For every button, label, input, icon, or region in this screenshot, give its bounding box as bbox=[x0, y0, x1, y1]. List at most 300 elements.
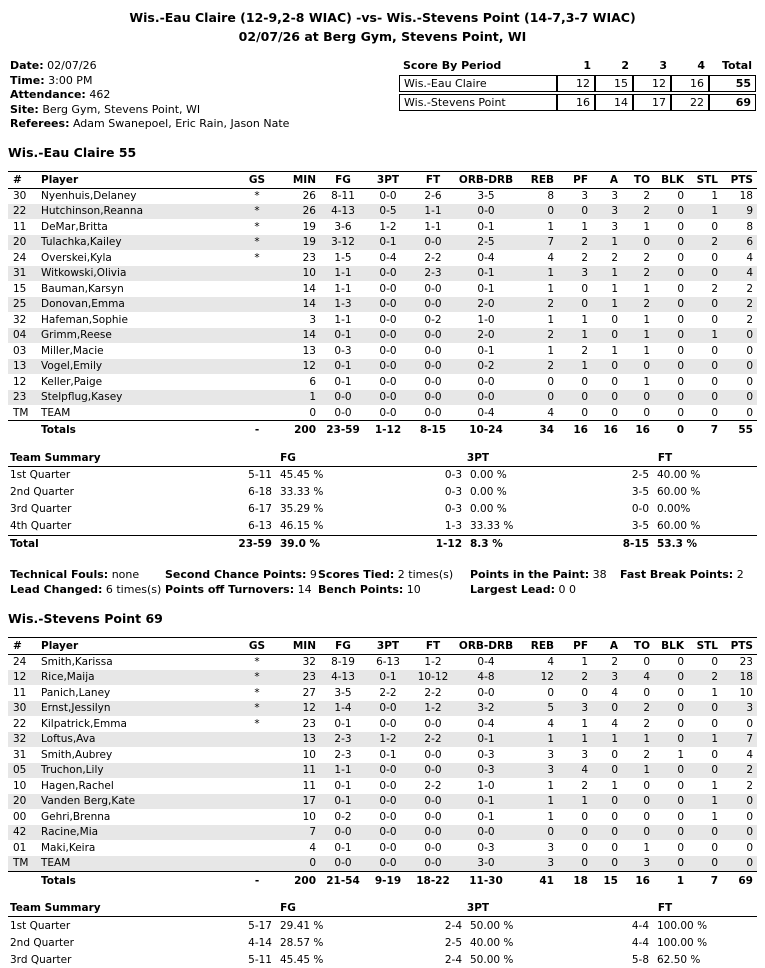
stat-value: 0 bbox=[711, 656, 718, 668]
made-attempted: 5-11 bbox=[248, 953, 272, 966]
stat-value: 3 bbox=[581, 190, 588, 202]
stat-value: * bbox=[254, 236, 260, 249]
stat-value: 0 bbox=[711, 717, 718, 730]
stat-value: 1 bbox=[547, 779, 554, 792]
summary-row-label: 1st Quarter bbox=[10, 919, 71, 932]
stat-value: 1 bbox=[581, 220, 588, 233]
stat-value: 0 bbox=[746, 329, 753, 342]
game-info bbox=[10, 59, 289, 132]
stat-value: 2 bbox=[643, 298, 650, 311]
stats-header bbox=[8, 637, 757, 654]
stat-value: 2-2 bbox=[424, 779, 442, 792]
stat-value: 1 bbox=[547, 733, 554, 746]
summary-row bbox=[8, 518, 757, 536]
summary-total-row bbox=[8, 535, 757, 553]
player-name: Kilpatrick,Emma bbox=[41, 717, 127, 730]
stat-value: 0 bbox=[677, 236, 684, 249]
stat-value bbox=[232, 374, 282, 390]
stat-value: 0 bbox=[581, 391, 588, 404]
stat-value: 0-0 bbox=[424, 748, 442, 761]
stat-value: 32 bbox=[302, 656, 316, 668]
stat-value: 1 bbox=[643, 220, 650, 233]
stat-value: 11 bbox=[302, 779, 316, 792]
score-column-header: 1 bbox=[583, 59, 591, 72]
totals-value: 7 bbox=[688, 871, 722, 888]
stat-value: 1 bbox=[677, 748, 684, 761]
stat-value: 0 bbox=[611, 375, 618, 388]
stat-value: 1-1 bbox=[334, 267, 352, 280]
stat-value: 0-0 bbox=[379, 810, 397, 823]
stat-value: 2 bbox=[581, 344, 588, 357]
stat-value: 0 bbox=[711, 251, 718, 264]
stat-value: 4 bbox=[611, 686, 618, 699]
stat-column-header: PTS bbox=[722, 171, 757, 188]
stat-value: 1 bbox=[611, 298, 618, 311]
page-title bbox=[0, 0, 765, 46]
stat-column-header: ORB-DRB bbox=[456, 637, 516, 654]
note-item bbox=[470, 567, 620, 583]
stat-value: 12 bbox=[302, 702, 316, 715]
score-table-header bbox=[399, 59, 756, 73]
stat-value: 0 bbox=[711, 298, 718, 311]
score-total: 55 bbox=[709, 75, 756, 92]
summary-row-label: 2nd Quarter bbox=[10, 936, 74, 949]
shooting-pct: 29.41 % bbox=[280, 919, 324, 932]
made-attempted: 2-5 bbox=[444, 936, 462, 949]
made-attempted: 6-18 bbox=[248, 486, 272, 498]
stat-value: 1 bbox=[711, 686, 718, 699]
stat-value: 3 bbox=[547, 857, 554, 869]
player-row bbox=[8, 778, 757, 794]
shooting-pct: 60.00 % bbox=[657, 520, 701, 532]
stat-value: 1-2 bbox=[424, 656, 442, 668]
player-row bbox=[8, 732, 757, 748]
stat-value: 1 bbox=[711, 810, 718, 823]
stat-value: 0-0 bbox=[379, 702, 397, 715]
stat-value: 1 bbox=[309, 391, 316, 404]
stat-value: 0-0 bbox=[334, 391, 352, 404]
top-row bbox=[10, 59, 756, 132]
stat-value: 0 bbox=[711, 267, 718, 280]
stat-value: 3-0 bbox=[477, 857, 495, 869]
player-name: Rice,Maija bbox=[41, 671, 95, 684]
stat-value: 0 bbox=[711, 841, 718, 854]
stat-value: 0 bbox=[711, 313, 718, 326]
stat-value: 3-5 bbox=[334, 686, 352, 699]
stat-value bbox=[232, 809, 282, 825]
stat-value: 0 bbox=[746, 857, 753, 869]
made-attempted: 0-0 bbox=[631, 503, 649, 515]
game-info-label: Attendance: bbox=[10, 88, 86, 101]
score-team-name: Wis.-Stevens Point bbox=[399, 94, 557, 111]
game-info-value: 02/07/26 bbox=[47, 59, 97, 72]
team-section-eau-claire bbox=[0, 145, 765, 553]
player-name: Tulachka,Kailey bbox=[41, 236, 122, 249]
stat-value: 0 bbox=[643, 779, 650, 792]
stat-value: 2-3 bbox=[334, 733, 352, 746]
stat-value: 4-13 bbox=[331, 205, 355, 218]
stat-value: 0-1 bbox=[477, 220, 495, 233]
stat-value: 7 bbox=[746, 733, 753, 746]
stat-value: 0-0 bbox=[379, 267, 397, 280]
shooting-pct: 28.57 % bbox=[280, 936, 324, 949]
summary-column-header: FG bbox=[193, 900, 383, 917]
stat-value: 04 bbox=[13, 329, 27, 342]
totals-value: 16 bbox=[592, 421, 622, 438]
note-value: 38 bbox=[592, 567, 607, 581]
stat-value: 11 bbox=[302, 764, 316, 777]
matchup-title: Wis.-Eau Claire (12-9,2-8 WIAC) -vs- Wis.-Stevens Point (14-7,3-7 WIAC) bbox=[129, 10, 636, 25]
made-attempted: 3-5 bbox=[631, 520, 649, 532]
stat-value: 26 bbox=[302, 205, 316, 218]
stat-value: 1 bbox=[643, 841, 650, 854]
stat-value: 0 bbox=[677, 360, 684, 373]
stat-value: 23 bbox=[302, 717, 316, 730]
stat-column-header: FT bbox=[410, 637, 456, 654]
shooting-pct: 100.00 % bbox=[657, 919, 708, 932]
stat-value: 0-0 bbox=[334, 826, 352, 839]
stat-value: 31 bbox=[13, 267, 27, 280]
stat-column-header: BLK bbox=[654, 637, 688, 654]
stat-value: TM bbox=[13, 406, 29, 419]
notes-row bbox=[10, 582, 755, 598]
shooting-pct: 33.33 % bbox=[470, 520, 514, 532]
summary-tp-cell bbox=[383, 466, 573, 484]
stat-value: 0 bbox=[611, 702, 618, 715]
stat-value: 1-4 bbox=[334, 702, 352, 715]
stat-value: 1 bbox=[711, 795, 718, 808]
score-column-header: 2 bbox=[621, 59, 629, 72]
player-row bbox=[8, 840, 757, 856]
stat-value: 0 bbox=[746, 826, 753, 839]
player-name: Hafeman,Sophie bbox=[41, 313, 128, 326]
stat-value: 0 bbox=[309, 406, 316, 419]
stat-value: 1 bbox=[547, 220, 554, 233]
stat-value: 13 bbox=[13, 360, 27, 373]
stat-value: 0 bbox=[643, 236, 650, 249]
stat-value: 0-1 bbox=[334, 795, 352, 808]
totals-value: 1 bbox=[654, 871, 688, 888]
player-row bbox=[8, 219, 757, 235]
stat-value: 17 bbox=[302, 795, 316, 808]
made-attempted: 2-4 bbox=[444, 919, 462, 932]
summary-title: Team Summary bbox=[8, 900, 193, 917]
stat-value: 8-11 bbox=[331, 190, 355, 202]
totals-value: 16 bbox=[558, 421, 592, 438]
stat-value: 1-1 bbox=[424, 205, 442, 218]
stat-value: 3 bbox=[309, 313, 316, 326]
note-value: 14 bbox=[297, 583, 312, 596]
stat-value: 0 bbox=[643, 406, 650, 419]
stat-value: 0-4 bbox=[379, 251, 397, 264]
stat-value: 0 bbox=[711, 406, 718, 419]
score-period: 15 bbox=[595, 75, 633, 92]
totals-value: - bbox=[232, 421, 282, 438]
stat-value: 1 bbox=[547, 810, 554, 823]
summary-row-label: 3rd Quarter bbox=[10, 953, 72, 966]
totals-value: 9-19 bbox=[366, 871, 410, 888]
stat-value: 0-0 bbox=[379, 360, 397, 373]
stat-value: 1-0 bbox=[477, 313, 495, 326]
shooting-pct: 45.45 % bbox=[280, 953, 324, 966]
stat-value: 0-1 bbox=[477, 810, 495, 823]
stat-value: 0 bbox=[746, 360, 753, 373]
player-name: Hagen,Rachel bbox=[41, 779, 114, 792]
team-heading: Wis.-Eau Claire 55 bbox=[8, 144, 137, 160]
shooting-pct: 33.33 % bbox=[280, 486, 324, 498]
stat-value: 0 bbox=[611, 857, 618, 869]
stat-value: 0-4 bbox=[477, 406, 495, 419]
stat-value: 1-2 bbox=[379, 220, 397, 233]
stat-column-header: A bbox=[592, 637, 622, 654]
stat-value: 0 bbox=[547, 686, 554, 699]
shooting-pct: 60.00 % bbox=[657, 486, 701, 498]
stat-value: 0 bbox=[677, 733, 684, 746]
stat-value: 0-3 bbox=[477, 748, 495, 761]
stat-value: 0 bbox=[677, 329, 684, 342]
stat-value: 0-0 bbox=[424, 344, 442, 357]
stat-value: 3 bbox=[547, 841, 554, 854]
made-attempted: 4-4 bbox=[631, 919, 649, 932]
note-label: Second Chance Points: bbox=[165, 567, 307, 581]
stat-value: 32 bbox=[13, 313, 27, 326]
player-name: Smith,Karissa bbox=[41, 656, 113, 668]
stat-value: 0-0 bbox=[424, 857, 442, 869]
stat-value: 0-1 bbox=[334, 360, 352, 373]
totals-value: 55 bbox=[722, 421, 757, 438]
stat-value: 1 bbox=[581, 313, 588, 326]
player-name: Vogel,Emily bbox=[41, 360, 103, 373]
player-row bbox=[8, 266, 757, 282]
stat-value: 2-2 bbox=[424, 733, 442, 746]
stat-value: 1 bbox=[581, 717, 588, 730]
note-item bbox=[165, 582, 318, 598]
stat-value: 1 bbox=[547, 282, 554, 295]
stat-value bbox=[232, 281, 282, 297]
stat-value: 1 bbox=[581, 360, 588, 373]
totals-value: 18-22 bbox=[410, 871, 456, 888]
stat-value: 1 bbox=[643, 375, 650, 388]
stat-value: 0 bbox=[677, 267, 684, 280]
player-name: Truchon,Lily bbox=[41, 764, 104, 777]
stat-value: 1 bbox=[643, 764, 650, 777]
stat-value: 0-0 bbox=[424, 406, 442, 419]
summary-ft-cell bbox=[573, 934, 757, 951]
score-column-header: Total bbox=[721, 59, 752, 72]
game-info-line bbox=[10, 88, 289, 103]
stat-value: 0-1 bbox=[477, 795, 495, 808]
stat-value: 14 bbox=[302, 282, 316, 295]
note-label: Fast Break Points: bbox=[620, 567, 734, 581]
game-info-line bbox=[10, 103, 289, 118]
game-info-value: 462 bbox=[89, 88, 111, 101]
stat-value: 0-0 bbox=[424, 764, 442, 777]
stat-value: 0-4 bbox=[477, 717, 495, 730]
summary-row bbox=[8, 501, 757, 518]
summary-fg-cell bbox=[193, 535, 383, 553]
stat-value: 2 bbox=[643, 205, 650, 218]
stat-value: 0-5 bbox=[379, 205, 397, 218]
stat-value: 4 bbox=[746, 748, 753, 761]
stat-value: 2 bbox=[611, 251, 618, 264]
stat-value: 3 bbox=[611, 671, 618, 684]
stat-value: 2 bbox=[711, 236, 718, 249]
made-attempted: 5-11 bbox=[248, 469, 272, 481]
stat-value: 2 bbox=[547, 360, 554, 373]
stat-value: 2 bbox=[643, 190, 650, 202]
stat-value: 0 bbox=[581, 282, 588, 295]
note-value: 2 times(s) bbox=[397, 567, 454, 581]
score-team-name: Wis.-Eau Claire bbox=[399, 75, 557, 92]
stat-value: 1-2 bbox=[424, 702, 442, 715]
shooting-pct: 50.00 % bbox=[470, 919, 514, 932]
stat-value: 0-0 bbox=[379, 344, 397, 357]
stat-value: 4 bbox=[547, 717, 554, 730]
player-name: Grimm,Reese bbox=[41, 329, 112, 342]
stat-value: 19 bbox=[302, 236, 316, 249]
stat-column-header: TO bbox=[622, 171, 654, 188]
stat-value: 0-0 bbox=[379, 190, 397, 202]
stat-value: 27 bbox=[302, 686, 316, 699]
shooting-pct: 45.45 % bbox=[280, 469, 324, 481]
stat-value: 0 bbox=[746, 717, 753, 730]
stat-column-header: REB bbox=[516, 637, 558, 654]
stat-value bbox=[232, 266, 282, 282]
stat-value: 0-2 bbox=[477, 360, 495, 373]
totals-row bbox=[8, 421, 757, 438]
stat-value: 0 bbox=[677, 220, 684, 233]
note-item bbox=[470, 582, 620, 598]
summary-row bbox=[8, 917, 757, 935]
note-item bbox=[318, 567, 470, 583]
game-info-value: Berg Gym, Stevens Point, WI bbox=[42, 102, 201, 116]
stat-value: 0 bbox=[677, 779, 684, 792]
player-name: Bauman,Karsyn bbox=[41, 282, 124, 295]
stat-value: 4 bbox=[547, 406, 554, 419]
stat-value: 0-1 bbox=[334, 841, 352, 854]
summary-row bbox=[8, 951, 757, 968]
stat-value: 4 bbox=[746, 251, 753, 264]
score-row bbox=[399, 94, 756, 111]
stat-value: 0 bbox=[611, 748, 618, 761]
totals-value: 41 bbox=[516, 871, 558, 888]
stat-value: 0-0 bbox=[379, 857, 397, 869]
stat-value: 2 bbox=[746, 298, 753, 311]
note-label: Bench Points: bbox=[318, 583, 404, 596]
stat-value: 0 bbox=[611, 795, 618, 808]
stat-value: 0 bbox=[581, 686, 588, 699]
player-row bbox=[8, 188, 757, 204]
stat-value: 0 bbox=[611, 329, 618, 342]
stat-value: 0-0 bbox=[379, 313, 397, 326]
stat-value: 25 bbox=[13, 298, 27, 311]
stat-value: 0 bbox=[677, 810, 684, 823]
totals-value bbox=[8, 871, 36, 888]
shooting-pct: 0.00 % bbox=[470, 469, 507, 481]
stat-value: 0-0 bbox=[424, 841, 442, 854]
player-name: Vanden Berg,Kate bbox=[41, 795, 136, 808]
stat-value: 0-3 bbox=[334, 344, 352, 357]
stat-value: 1-5 bbox=[334, 251, 352, 264]
stat-column-header: 3PT bbox=[366, 637, 410, 654]
stat-value: 0-1 bbox=[334, 329, 352, 342]
stat-value: 1 bbox=[643, 329, 650, 342]
note-item bbox=[10, 582, 165, 598]
summary-ft-cell bbox=[573, 917, 757, 935]
stat-column-header: STL bbox=[688, 171, 722, 188]
player-name: Ernst,Jessilyn bbox=[41, 702, 111, 715]
player-name: Gehri,Brenna bbox=[41, 810, 111, 823]
stat-value: 12 bbox=[13, 375, 27, 388]
stat-value: 2-2 bbox=[424, 251, 442, 264]
stat-value: 0 bbox=[711, 375, 718, 388]
stat-value: 1-3 bbox=[334, 298, 352, 311]
score-period: 12 bbox=[557, 75, 595, 92]
stat-value: 0 bbox=[611, 313, 618, 326]
stat-value: 1 bbox=[547, 313, 554, 326]
made-attempted: 2-5 bbox=[631, 469, 649, 481]
player-name: TEAM bbox=[41, 857, 71, 869]
shooting-pct: 53.3 % bbox=[657, 538, 698, 550]
stat-value: 1 bbox=[643, 344, 650, 357]
made-attempted: 4-4 bbox=[631, 936, 649, 949]
player-name: Loftus,Ava bbox=[41, 733, 96, 746]
totals-row bbox=[8, 871, 757, 888]
stat-value: * bbox=[254, 671, 260, 684]
stat-value: 0-0 bbox=[477, 205, 495, 218]
note-item bbox=[165, 567, 318, 583]
stat-value: 0 bbox=[643, 826, 650, 839]
player-row bbox=[8, 297, 757, 313]
stat-value: 1-1 bbox=[334, 764, 352, 777]
stat-column-header: # bbox=[8, 171, 36, 188]
stat-value: 3 bbox=[581, 267, 588, 280]
stat-value: 0 bbox=[677, 841, 684, 854]
stat-column-header: GS bbox=[232, 171, 282, 188]
stat-value: 2-0 bbox=[477, 298, 495, 311]
stat-value: 1 bbox=[611, 267, 618, 280]
player-name: Miller,Macie bbox=[41, 344, 104, 357]
totals-value: 11-30 bbox=[456, 871, 516, 888]
summary-tp-cell bbox=[383, 518, 573, 536]
stat-value: 0 bbox=[677, 686, 684, 699]
stat-value: 0 bbox=[677, 205, 684, 218]
player-row bbox=[8, 405, 757, 421]
player-row bbox=[8, 250, 757, 266]
stat-column-header: FT bbox=[410, 171, 456, 188]
player-name: Racine,Mia bbox=[41, 826, 99, 839]
stat-value: 23 bbox=[13, 391, 27, 404]
stat-value: 4 bbox=[643, 671, 650, 684]
stat-column-header: 3PT bbox=[366, 171, 410, 188]
stat-value: 1 bbox=[611, 733, 618, 746]
score-column-header: 3 bbox=[659, 59, 667, 72]
stat-value: 4 bbox=[309, 841, 316, 854]
summary-fg-cell bbox=[193, 917, 383, 935]
summary-row bbox=[8, 484, 757, 501]
summary-row-label: 1st Quarter bbox=[10, 469, 71, 481]
stat-value: 0 bbox=[677, 251, 684, 264]
stat-value: 10 bbox=[302, 748, 316, 761]
stat-value: 0-0 bbox=[424, 329, 442, 342]
team-heading: Wis.-Stevens Point 69 bbox=[8, 610, 163, 626]
stat-column-header: GS bbox=[232, 637, 282, 654]
note-label: Lead Changed: bbox=[10, 583, 103, 596]
stat-value: 0-0 bbox=[424, 826, 442, 839]
stat-value: 12 bbox=[302, 360, 316, 373]
totals-value: 7 bbox=[688, 421, 722, 438]
stat-value: 0-0 bbox=[379, 406, 397, 419]
